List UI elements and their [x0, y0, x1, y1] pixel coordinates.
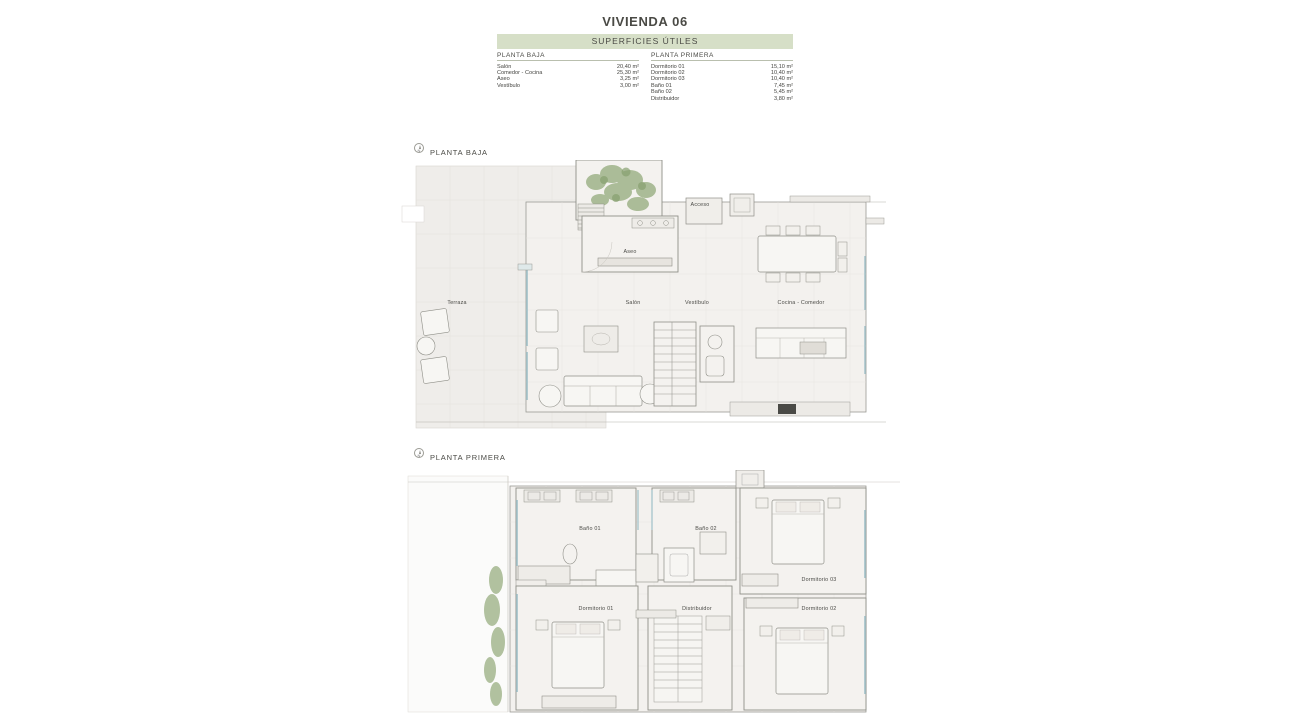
room-label-distribuidor: Distribuidor	[682, 606, 712, 612]
floorplan-first	[400, 470, 900, 720]
room-label-bano-01: Baño 01	[579, 526, 601, 532]
plan-label-first: PLANTA PRIMERA	[430, 453, 506, 462]
room-name: Comedor - Cocina	[497, 69, 543, 76]
room-label-dormitorio-01: Dormitorio 01	[578, 606, 614, 612]
room-area: 10,40 m²	[770, 69, 793, 76]
room-label-terraza: Terraza	[447, 300, 467, 306]
floorplan-ground	[400, 160, 900, 435]
table-row	[497, 83, 639, 89]
room-area: 7,45 m²	[774, 82, 793, 89]
room-label-acceso: Acceso	[690, 202, 710, 208]
room-area: 3,25 m²	[620, 76, 639, 83]
room-area: 20,40 m²	[616, 63, 639, 70]
surfaces-banner: SUPERFICIES ÚTILES	[497, 34, 793, 49]
room-area: 15,10 m²	[770, 63, 793, 70]
room-name: Dormitorio 03	[651, 76, 685, 83]
room-label-dormitorio-03: Dormitorio 03	[801, 577, 837, 583]
room-label-dormitorio-02: Dormitorio 02	[801, 606, 837, 612]
room-name: Dormitorio 02	[651, 69, 685, 76]
table-row	[651, 96, 793, 102]
table-title-ground: PLANTA BAJA	[497, 52, 639, 62]
room-label-cocina-comedor: Cocina - Comedor	[777, 300, 825, 306]
table-planta-primera	[645, 52, 793, 102]
page-title: VIVIENDA 06	[602, 14, 688, 29]
room-label-aseo: Aseo	[623, 249, 637, 255]
room-name: Dormitorio 01	[651, 63, 685, 70]
room-label-bano-02: Baño 02	[695, 526, 717, 532]
table-title-first: PLANTA PRIMERA	[651, 52, 793, 62]
room-area: 3,80 m²	[774, 95, 793, 102]
room-label-salon: Salón	[625, 300, 641, 306]
room-name: Vestíbulo	[497, 82, 521, 89]
north-arrow-icon-first: N	[414, 448, 424, 458]
room-area: 5,45 m²	[774, 89, 793, 96]
north-arrow-icon-ground: N	[414, 143, 424, 153]
room-area: 3,00 m²	[620, 82, 639, 89]
room-area: 10,40 m²	[770, 76, 793, 83]
title-block	[497, 14, 793, 102]
table-planta-baja	[497, 52, 645, 102]
room-label-vestibulo: Vestíbulo	[685, 300, 709, 306]
surface-tables	[497, 52, 793, 102]
room-name: Baño 02	[651, 89, 672, 96]
room-name: Baño 01	[651, 82, 672, 89]
plan-label-ground: PLANTA BAJA	[430, 148, 488, 157]
room-area: 25,30 m²	[616, 69, 639, 76]
room-name: Distribuidor	[651, 95, 680, 102]
room-name: Salón	[497, 63, 512, 70]
room-name: Aseo	[497, 76, 510, 83]
